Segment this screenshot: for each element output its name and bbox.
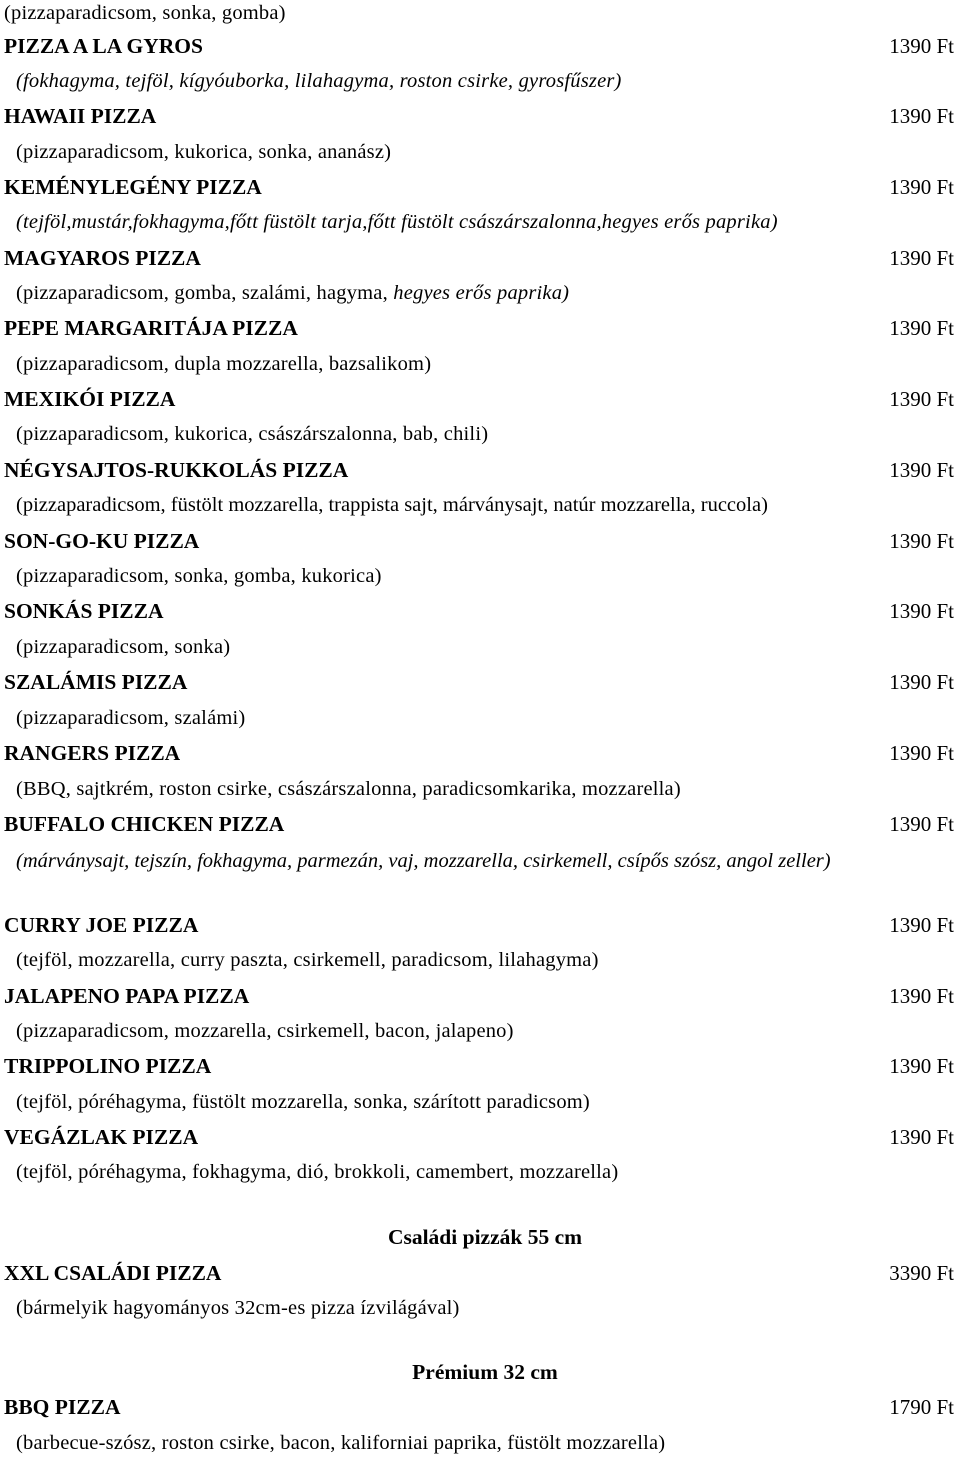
item-name: PIZZA A LA GYROS	[4, 34, 203, 58]
item-name: BUFFALO CHICKEN PIZZA	[4, 812, 285, 836]
item-name: HAWAII PIZZA	[4, 104, 157, 128]
item-name: TRIPPOLINO PIZZA	[4, 1054, 212, 1078]
item-description: (tejföl, póréhagyma, fokhagyma, dió, brokkoli, camembert, mozzarella)	[16, 1161, 619, 1183]
section-heading-family: Családi pizzák 55 cm	[387, 1225, 583, 1249]
item-description: (pizzaparadicsom, szalámi)	[16, 707, 246, 729]
item-price: 1390 Ft	[889, 529, 954, 553]
item-price: 1390 Ft	[889, 316, 954, 340]
item-price: 1390 Ft	[889, 175, 954, 199]
item-description: (tejföl, póréhagyma, füstölt mozzarella, sonka, szárított paradicsom)	[16, 1091, 590, 1113]
section-heading-premium: Prémium 32 cm	[412, 1360, 558, 1384]
item-name: PEPE MARGARITÁJA PIZZA	[4, 316, 298, 340]
item-price: 1390 Ft	[889, 1125, 954, 1149]
item-name: RANGERS PIZZA	[4, 741, 181, 765]
item-price: 1390 Ft	[889, 913, 954, 937]
item-description: (pizzaparadicsom, mozzarella, csirkemell, bacon, jalapeno)	[16, 1020, 514, 1042]
item-price: 1390 Ft	[889, 670, 954, 694]
item-description: (pizzaparadicsom, kukorica, sonka, ananász)	[16, 141, 392, 163]
item-name: SONKÁS PIZZA	[4, 599, 164, 623]
item-name: CURRY JOE PIZZA	[4, 913, 199, 937]
item-description-part-italic: hegyes erős paprika)	[393, 282, 570, 304]
item-price: 1390 Ft	[889, 1054, 954, 1078]
item-description: (pizzaparadicsom, sonka, gomba, kukorica)	[16, 565, 382, 587]
item-description: (pizzaparadicsom, sonka, gomba)	[4, 2, 286, 24]
item-name: BBQ PIZZA	[4, 1395, 121, 1419]
item-description: (fokhagyma, tejföl, kígyóuborka, lilahagyma, roston csirke, gyrosfűszer)	[16, 70, 622, 92]
item-name: KEMÉNYLEGÉNY PIZZA	[4, 175, 262, 199]
item-name: VEGÁZLAK PIZZA	[4, 1125, 199, 1149]
item-name: SZALÁMIS PIZZA	[4, 670, 188, 694]
item-price: 1390 Ft	[889, 599, 954, 623]
item-price: 1390 Ft	[889, 984, 954, 1008]
item-name: NÉGYSAJTOS-RUKKOLÁS PIZZA	[4, 458, 349, 482]
item-description: (bármelyik hagyományos 32cm-es pizza ízvilágával)	[16, 1297, 460, 1319]
item-price: 1390 Ft	[889, 34, 954, 58]
item-description: (márványsajt, tejszín, fokhagyma, parmezán, vaj, mozzarella, csirkemell, csípős szósz, angol zeller)	[16, 850, 831, 872]
item-description: (tejföl, mozzarella, curry paszta, csirkemell, paradicsom, lilahagyma)	[16, 949, 599, 971]
item-name: MEXIKÓI PIZZA	[4, 387, 176, 411]
item-price: 1790 Ft	[889, 1395, 954, 1419]
item-description: (tejföl,mustár,fokhagyma,főtt füstölt tarja,főtt füstölt császárszalonna,hegyes erős paprika)	[16, 211, 778, 233]
item-name: JALAPENO PAPA PIZZA	[4, 984, 250, 1008]
item-description-part: (pizzaparadicsom, gomba, szalámi, hagyma,	[16, 282, 394, 304]
item-description: (BBQ, sajtkrém, roston csirke, császárszalonna, paradicsomkarika, mozzarella)	[16, 778, 681, 800]
item-description: (pizzaparadicsom, sonka)	[16, 636, 231, 658]
item-description: (barbecue-szósz, roston csirke, bacon, kaliforniai paprika, füstölt mozzarella)	[16, 1432, 666, 1454]
item-price: 1390 Ft	[889, 387, 954, 411]
item-price: 1390 Ft	[889, 458, 954, 482]
item-price: 3390 Ft	[889, 1261, 954, 1285]
item-description: (pizzaparadicsom, kukorica, császárszalonna, bab, chili)	[16, 423, 489, 445]
item-price: 1390 Ft	[889, 104, 954, 128]
item-name: MAGYAROS PIZZA	[4, 246, 201, 270]
item-price: 1390 Ft	[889, 741, 954, 765]
item-description: (pizzaparadicsom, dupla mozzarella, bazsalikom)	[16, 353, 432, 375]
item-price: 1390 Ft	[889, 812, 954, 836]
item-description	[16, 280, 569, 306]
item-name: SON-GO-KU PIZZA	[4, 529, 200, 553]
item-price: 1390 Ft	[889, 246, 954, 270]
item-description: (pizzaparadicsom, füstölt mozzarella, trappista sajt, márványsajt, natúr mozzarella, ruccola)	[16, 494, 768, 516]
item-name: XXL CSALÁDI PIZZA	[4, 1261, 222, 1285]
